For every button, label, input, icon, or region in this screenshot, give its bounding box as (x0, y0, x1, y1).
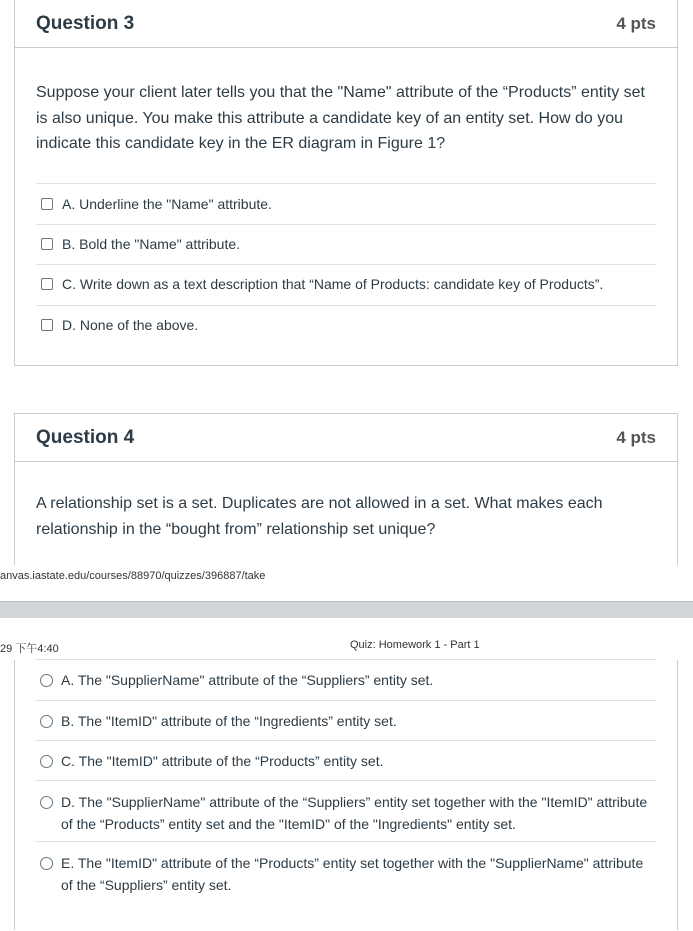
question-4-points: 4 pts (616, 427, 656, 447)
answer-option[interactable] (35, 700, 656, 740)
answer-option[interactable] (36, 224, 656, 264)
answer-label: B. Bold the "Name" attribute. (62, 235, 241, 252)
question-4-card (14, 413, 678, 565)
print-timestamp: 29 下午4:40 (0, 643, 59, 655)
radio-button[interactable] (40, 674, 53, 687)
question-3-header (15, 0, 677, 48)
answer-label: A. Underline the "Name" attribute. (62, 195, 272, 212)
question-4-title: Question 4 (36, 426, 135, 448)
answer-option[interactable] (35, 841, 656, 901)
answer-option[interactable] (36, 305, 656, 345)
answer-label: D. The "SupplierName" attribute of the “Suppliers” entity set together with the "ItemID" attribute of the “Products” entity set and the "ItemID" of the "Ingredients" entity set. (61, 794, 648, 832)
radio-button[interactable] (40, 796, 53, 809)
radio-button[interactable] (40, 857, 53, 870)
answer-option[interactable] (35, 659, 656, 700)
question-4-answers (35, 659, 656, 901)
question-3-text: Suppose your client later tells you that the "Name" attribute of the “Products” entity set is also unique. You make this attribute a candidate key of an entity set. How do you indicate this candidate key in the ER diagram in Figure 1? (36, 84, 645, 152)
page-break (0, 601, 693, 618)
question-3-points: 4 pts (616, 13, 656, 33)
answer-option[interactable] (35, 740, 656, 780)
card-right-border (677, 660, 678, 930)
checkbox[interactable] (41, 319, 53, 331)
answer-label: A. The "SupplierName" attribute of the “Suppliers” entity set. (61, 672, 434, 688)
checkbox[interactable] (41, 198, 53, 210)
question-3-title: Question 3 (36, 12, 135, 34)
question-3-card (14, 0, 678, 366)
question-4-header (15, 414, 677, 462)
radio-button[interactable] (40, 715, 53, 728)
answer-label: B. The "ItemID" attribute of the “Ingredients” entity set. (61, 713, 397, 729)
question-4-text: A relationship set is a set. Duplicates are not allowed in a set. What makes each relationship in the “bought from” relationship set unique? (36, 495, 603, 538)
radio-button[interactable] (40, 755, 53, 768)
answer-option[interactable] (36, 264, 656, 305)
answer-label: C. Write down as a text description that “Name of Products: candidate key of Products”. (62, 275, 604, 292)
answer-option[interactable] (35, 780, 656, 841)
checkbox[interactable] (41, 278, 53, 290)
answer-option[interactable] (36, 183, 656, 224)
answer-label: E. The "ItemID" attribute of the “Products” entity set together with the "SupplierName" attribute of the “Suppliers” entity set. (61, 855, 644, 893)
answer-label: C. The "ItemID" attribute of the “Products” entity set. (61, 753, 384, 769)
answer-label: D. None of the above. (62, 316, 199, 333)
question-3-answers (36, 183, 656, 345)
card-left-border (14, 660, 15, 930)
print-page-title: Quiz: Homework 1 - Part 1 (350, 639, 480, 651)
print-url: anvas.iastate.edu/courses/88970/quizzes/396887/take (0, 570, 266, 582)
checkbox[interactable] (41, 238, 53, 250)
